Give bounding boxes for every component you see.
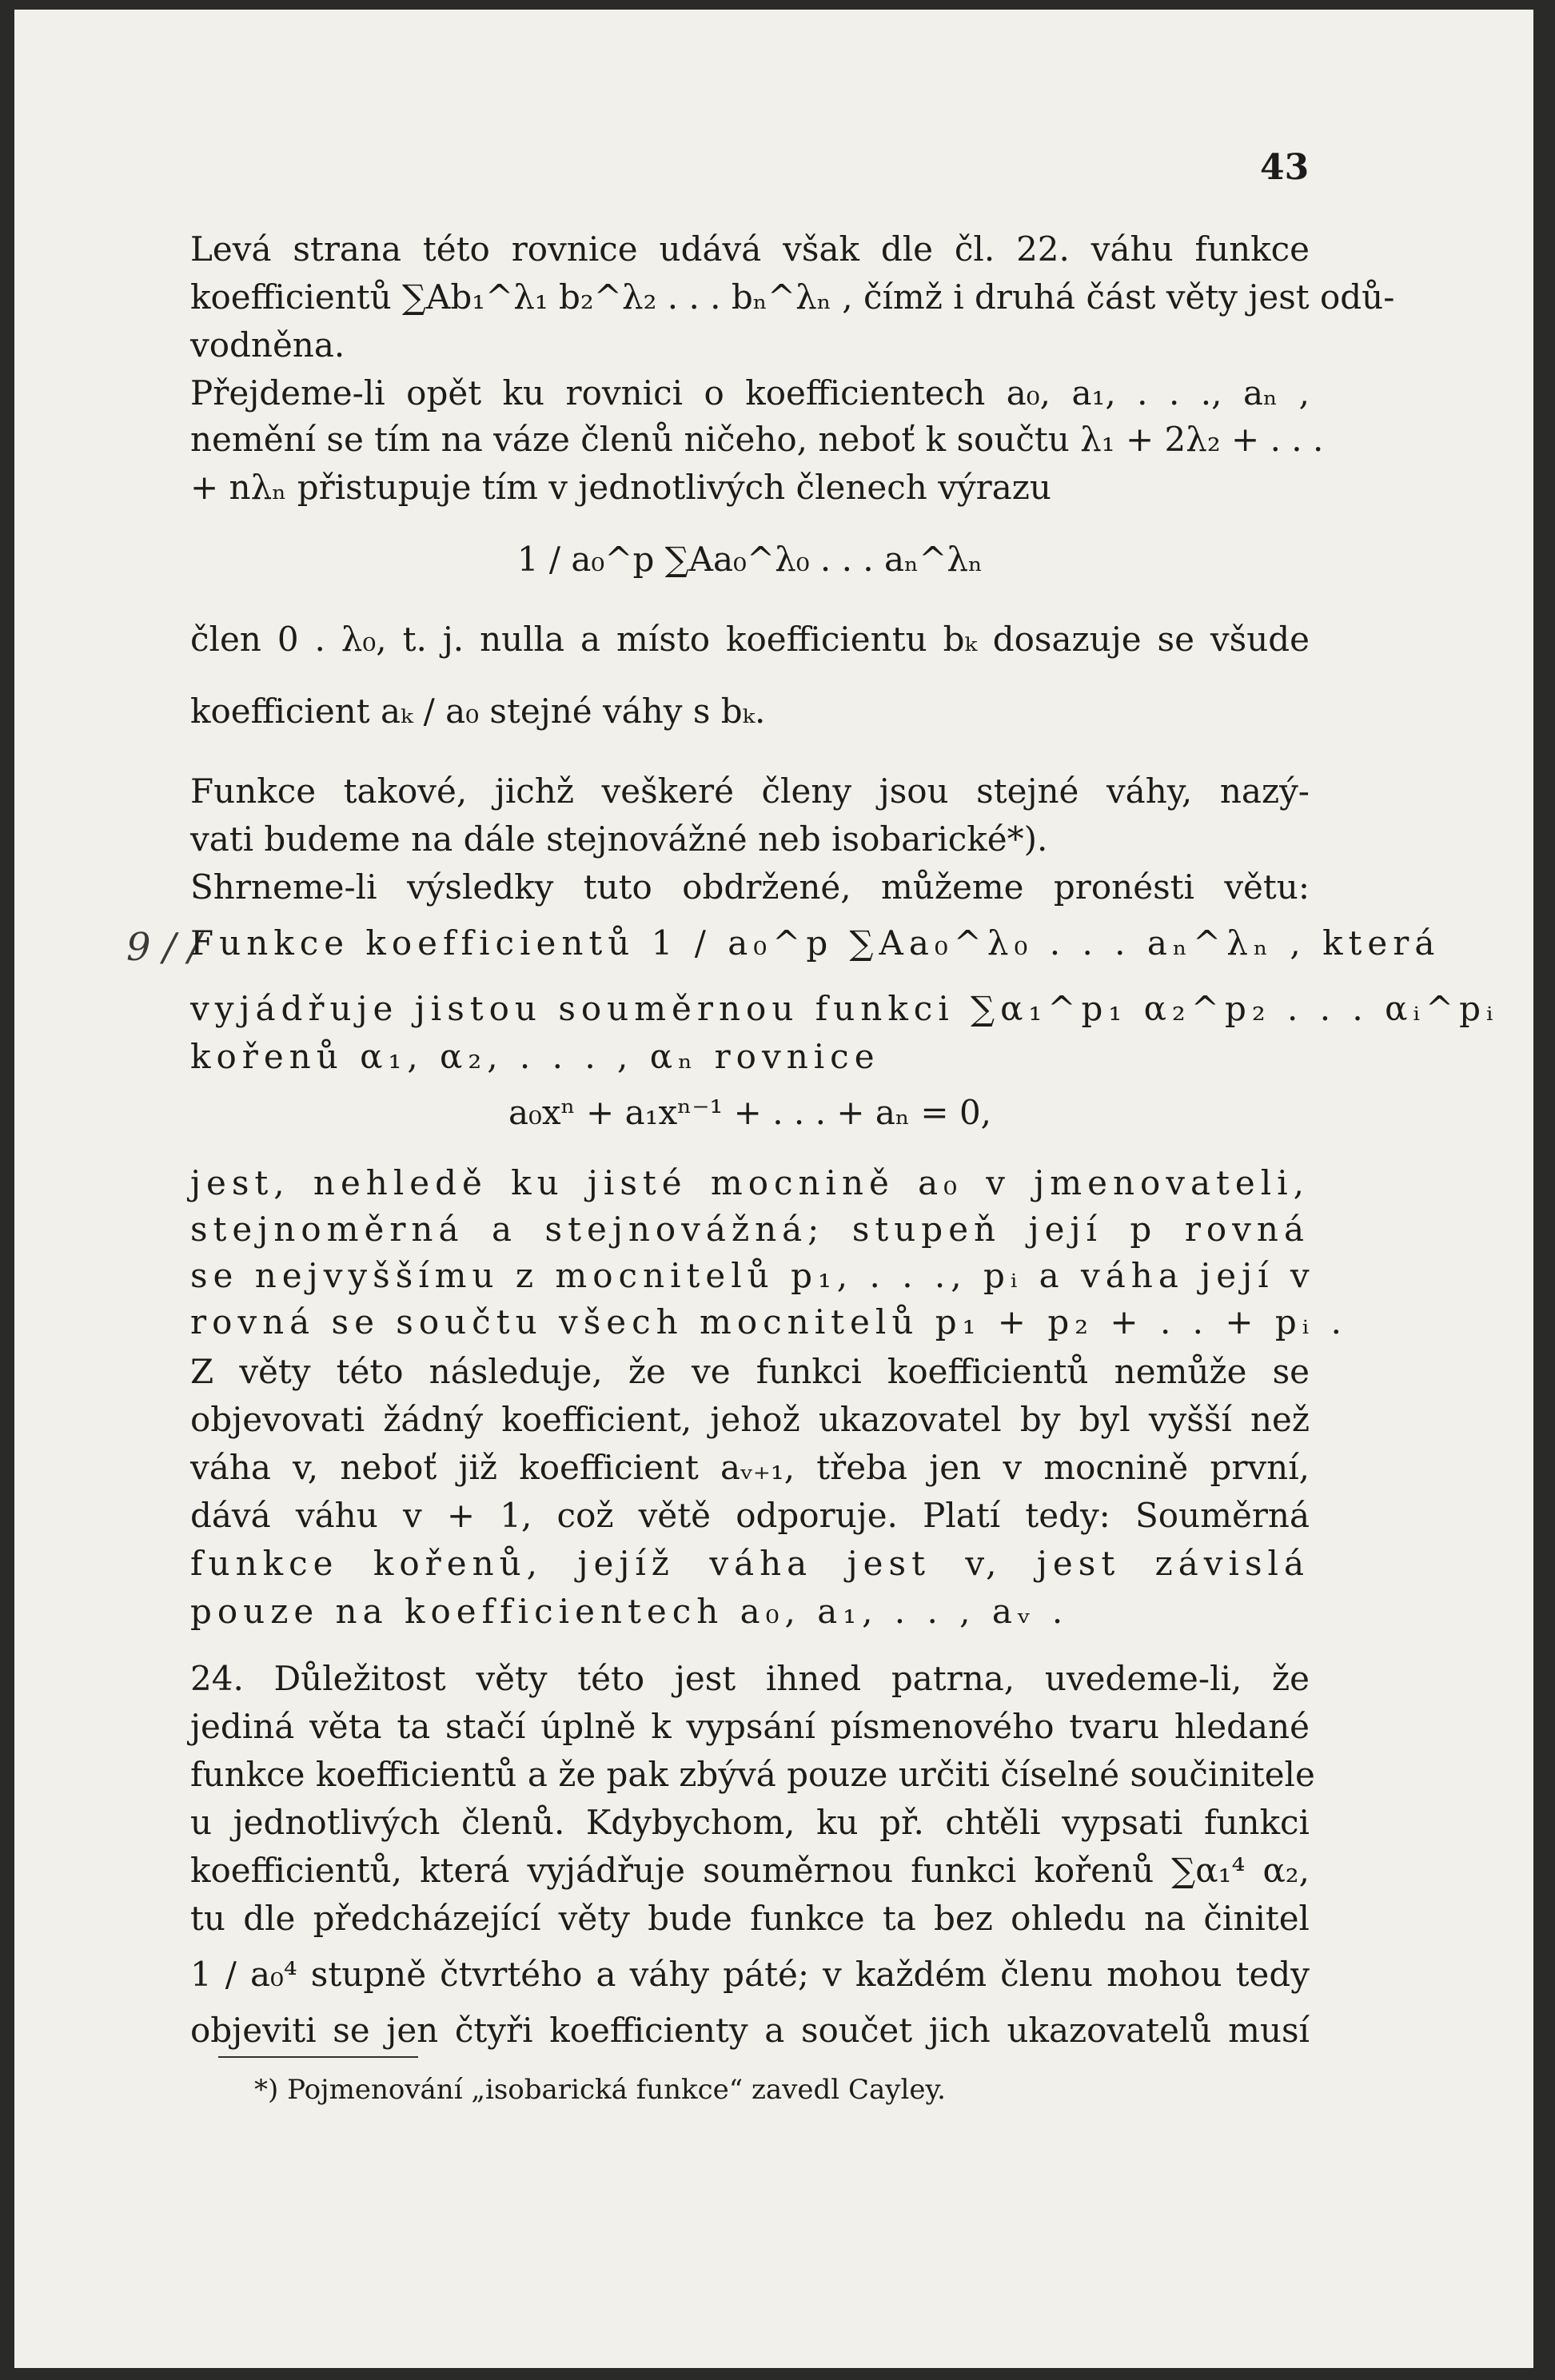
- text-line: dává váhu v + 1, což větě odporuje. Platí tedy: Souměrná: [190, 1496, 1310, 1535]
- text-line: funkce kořenů, jejíž váha jest v, jest závislá: [190, 1544, 1310, 1583]
- text-line: člen 0 . λ₀, t. j. nulla a místo koefficientu bₖ dosazuje se všude: [190, 620, 1310, 659]
- text-line: Shrneme-li výsledky tuto obdržené, můžeme pronésti větu:: [190, 867, 1310, 907]
- text-line: objeviti se jen čtyři koefficienty a součet jich ukazovatelů musí: [190, 2011, 1310, 2050]
- text-line: Funkce koefficientů 1 / a₀^p ∑Aa₀^λ₀ . . . aₙ^λₙ , která: [190, 923, 1441, 963]
- text-line: objevovati žádný koefficient, jehož ukazovatel by byl vyšší než: [190, 1400, 1310, 1439]
- page-number: 43: [1260, 147, 1310, 188]
- text-line: stejnoměrná a stejnovážná; stupeň její p rovná: [190, 1210, 1310, 1249]
- text-line: pouze na koefficientech a₀, a₁, . . , aᵥ .: [190, 1592, 1069, 1631]
- text-line: rovná se součtu všech mocnitelů p₁ + p₂ + . . + pᵢ .: [190, 1302, 1347, 1341]
- text-line: koefficientů, která vyjádřuje souměrnou funkci kořenů ∑α₁⁴ α₂,: [190, 1851, 1310, 1890]
- text-line: vati budeme na dále stejnovážné neb isobarické*).: [190, 819, 1048, 859]
- text-line: koefficient aₖ / a₀ stejné váhy s bₖ.: [190, 692, 766, 731]
- text-line: 1 / a₀⁴ stupně čtvrtého a váhy páté; v každém členu mohou tedy: [190, 1955, 1310, 1994]
- text-line: funkce koefficientů a že pak zbývá pouze určiti číselné součinitele: [190, 1755, 1315, 1794]
- text-line: a₀xⁿ + a₁xⁿ⁻¹ + . . . + aₙ = 0,: [508, 1093, 992, 1132]
- text-line: vodněna.: [190, 325, 345, 365]
- text-line: Levá strana této rovnice udává však dle čl. 22. váhu funkce: [190, 229, 1310, 269]
- text-line: Funkce takové, jichž veškeré členy jsou stejné váhy, nazý-: [190, 771, 1310, 811]
- text-line: váha v, neboť již koefficient aᵥ₊₁, třeba jen v mocnině první,: [190, 1448, 1310, 1487]
- text-line: kořenů α₁, α₂, . . . , αₙ rovnice: [190, 1037, 880, 1076]
- text-line: jediná věta ta stačí úplně k vypsání písmenového tvaru hledané: [190, 1707, 1310, 1746]
- text-line: nemění se tím na váze členů ničeho, neboť k součtu λ₁ + 2λ₂ + . . .: [190, 420, 1324, 459]
- book-page: [14, 10, 1533, 2368]
- text-line: 1 / a₀^p ∑Aa₀^λ₀ . . . aₙ^λₙ: [516, 540, 983, 579]
- text-line: 24. Důležitost věty této jest ihned patrna, uvedeme-li, že: [190, 1659, 1310, 1698]
- text-line: tu dle předcházející věty bude funkce ta bez ohledu na činitel: [190, 1899, 1310, 1938]
- footnote: *) Pojmenování „isobarická funkce“ zavedl Cayley.: [254, 2074, 946, 2106]
- text-line: Přejdeme-li opět ku rovnici o koefficientech a₀, a₁, . . ., aₙ ,: [190, 373, 1310, 413]
- text-line: jest, nehledě ku jisté mocnině a₀ v jmenovateli,: [190, 1163, 1310, 1202]
- footnote-rule: [218, 2056, 418, 2058]
- text-line: vyjádřuje jistou souměrnou funkci ∑α₁^p₁ α₂^p₂ . . . αᵢ^pᵢ: [190, 989, 1499, 1028]
- text-line: koefficientů ∑Ab₁^λ₁ b₂^λ₂ . . . bₙ^λₙ , čímž i druhá část věty jest odů-: [190, 277, 1395, 317]
- text-line: se nejvyššímu z mocnitelů p₁, . . ., pᵢ a váha její v: [190, 1256, 1315, 1295]
- text-line: + nλₙ přistupuje tím v jednotlivých členech výrazu: [190, 468, 1051, 507]
- text-line: Z věty této následuje, že ve funkci koefficientů nemůže se: [190, 1352, 1310, 1391]
- text-line: u jednotlivých členů. Kdybychom, ku př. chtěli vypsati funkci: [190, 1803, 1310, 1842]
- handwritten-margin-note: 9 / /: [126, 925, 201, 970]
